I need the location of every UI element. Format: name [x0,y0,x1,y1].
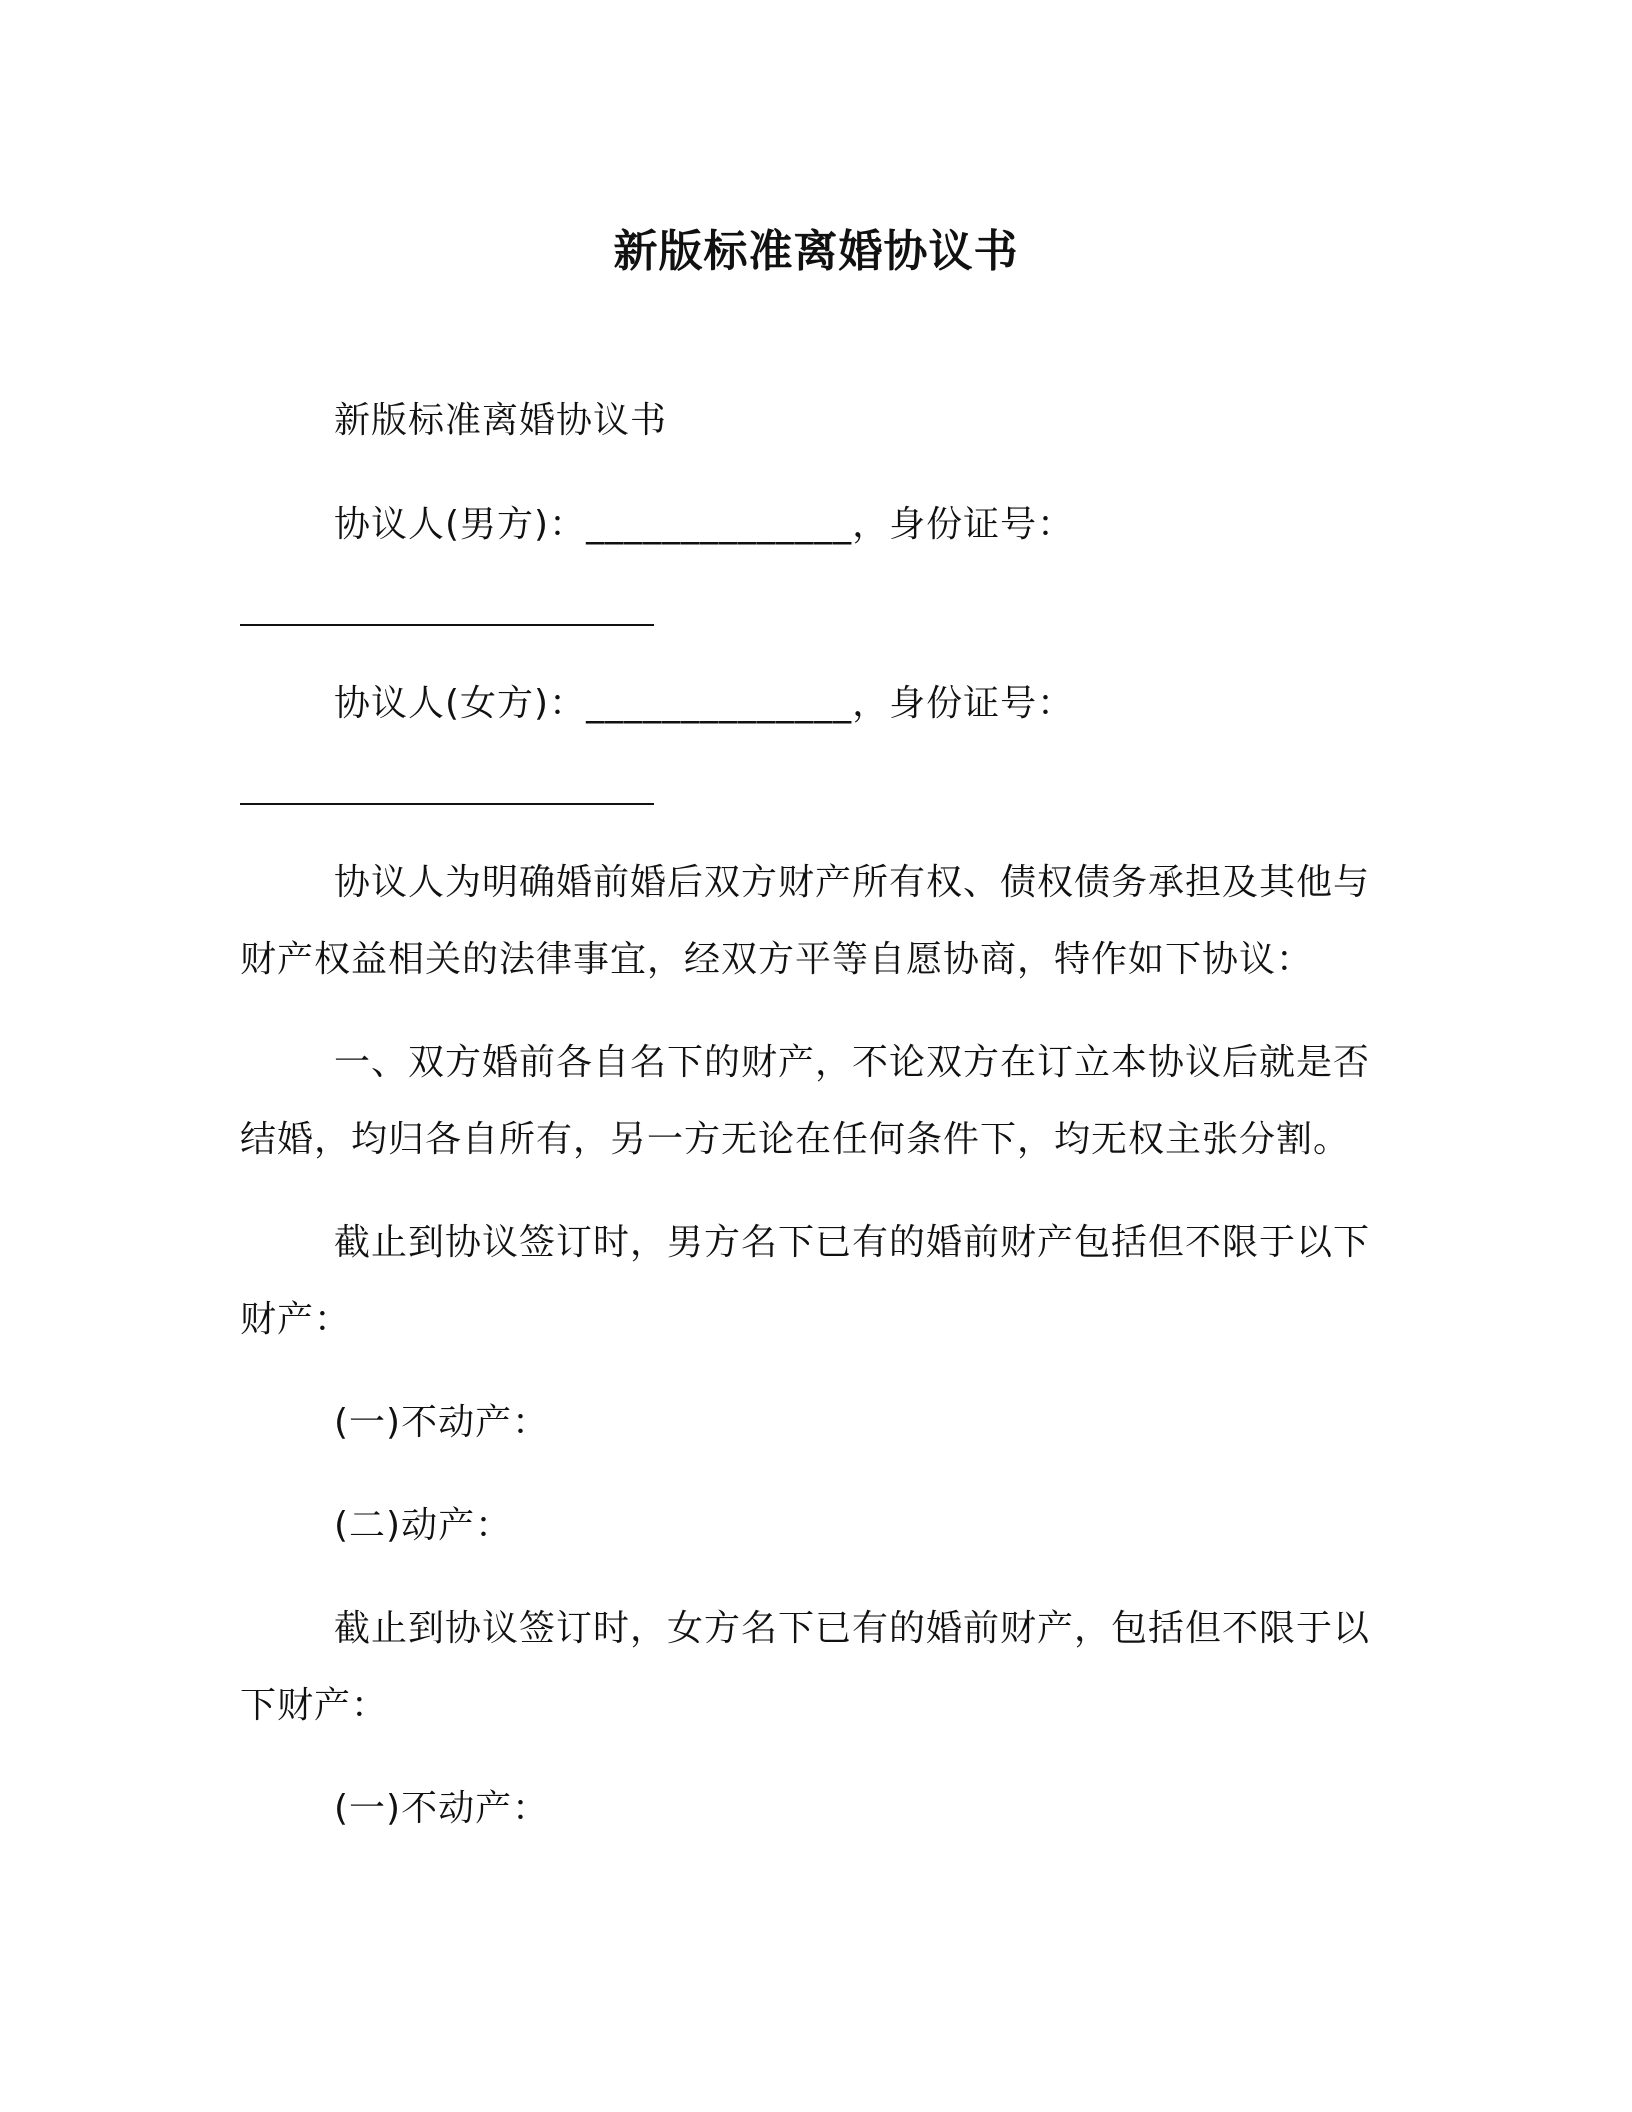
female-real-estate-label: (一)不动产： [334,1788,550,1829]
male-movables-label: (二)动产： [334,1505,513,1546]
id-number-blank-female [240,803,654,805]
preamble-line-2: 财产权益相关的法律事宜，经双方平等自愿协商，特作如下协议： [240,939,1314,980]
clause-1-line-2: 结婚，均归各自所有，另一方无论在任何条件下，均无权主张分割。 [240,1119,1351,1160]
female-assets-line-2: 下财产： [240,1685,389,1726]
male-assets-line-1: 截止到协议签订时，男方名下已有的婚前财产包括但不限于以下 [334,1222,1371,1263]
preamble-line-1: 协议人为明确婚前婚后双方财产所有权、债权债务承担及其他与 [334,862,1371,903]
female-assets-line-1: 截止到协议签订时，女方名下已有的婚前财产，包括但不限于以 [334,1608,1371,1649]
document-title: 新版标准离婚协议书 [613,226,1019,277]
id-number-blank-male [240,624,654,626]
male-real-estate-label: (一)不动产： [334,1402,550,1443]
clause-1-line-1: 一、双方婚前各自名下的财产，不论双方在订立本协议后就是否 [334,1042,1371,1083]
document-subtitle: 新版标准离婚协议书 [334,400,668,441]
male-assets-line-2: 财产： [240,1299,352,1340]
party-male-line: 协议人(男方)：______________，身份证号： [334,504,1075,545]
party-female-line: 协议人(女方)：______________，身份证号： [334,683,1075,724]
